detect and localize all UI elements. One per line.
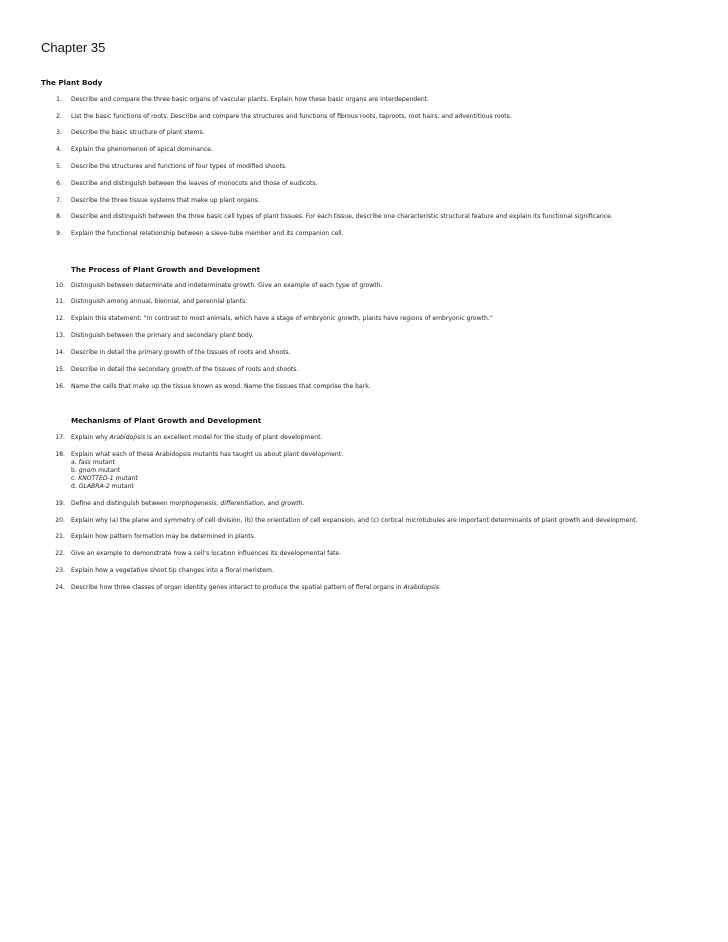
chapter-title: Chapter 35	[41, 40, 106, 55]
item-number: 18.	[55, 451, 65, 458]
item-text: Describe the structures and functions of four types of modified shoots.	[71, 163, 287, 170]
item-number: 15.	[55, 366, 65, 373]
item-number: 14.	[55, 349, 65, 356]
item-text: Describe the three tissue systems that make up plant organs.	[71, 197, 260, 204]
item-number: 3.	[56, 129, 62, 136]
item-number: 22.	[55, 550, 65, 557]
section-heading-growth-process: The Process of Plant Growth and Development	[71, 265, 261, 274]
item-text: Distinguish between the primary and secondary plant body.	[71, 332, 254, 339]
item-text: Describe and compare the three basic organs of vascular plants. Explain how these basic organs are interdependent.	[71, 96, 430, 103]
sub-item: b. gnom mutant	[71, 467, 121, 474]
item-text: Describe how three classes of organ identity genes interact to produce the spatial pattern of floral organs in Arabidopsis.	[71, 584, 441, 591]
item-text: Explain why (a) the plane and symmetry of cell division, (b) the orientation of cell expansion, and (c) cortical microtubules are important determinants of plant growth and development.	[71, 517, 638, 524]
item-text: Explain why Arabidopsis is an excellent model for the study of plant development.	[71, 434, 323, 441]
section-heading-mechanisms: Mechanisms of Plant Growth and Development	[71, 416, 262, 425]
item-text: Explain how pattern formation may be determined in plants.	[71, 533, 256, 540]
item-number: 24.	[55, 584, 65, 591]
item-text: Explain the functional relationship between a sieve-tube member and its companion cell.	[71, 230, 344, 237]
item-number: 20.	[55, 517, 65, 524]
item-number: 5.	[56, 163, 62, 170]
item-text: Explain what each of these Arabidopsis mutants has taught us about plant development: a. fass mutant b. gnom mutant c. KNOTTED-1 mutant d. GLABRA-2 mutant	[71, 451, 721, 491]
sub-item: a. fass mutant	[71, 459, 115, 466]
item-number: 6.	[56, 180, 62, 187]
item-number: 9.	[56, 230, 62, 237]
item-number: 8.	[56, 213, 62, 220]
section-heading-plant-body: The Plant Body	[41, 78, 103, 87]
item-number: 10.	[55, 282, 65, 289]
item-text: Distinguish among annual, biennial, and perennial plants.	[71, 298, 248, 305]
item-text: Name the cells that make up the tissue known as wood. Name the tissues that comprise the bark.	[71, 383, 371, 390]
item-number: 2.	[56, 113, 62, 120]
item-number: 4.	[56, 146, 62, 153]
item-number: 19.	[55, 500, 65, 507]
item-number: 16.	[55, 383, 65, 390]
item-text: Define and distinguish between morphogenesis, differentiation, and growth.	[71, 500, 305, 507]
item-number: 1.	[56, 96, 62, 103]
item-text: Explain this statement: “In contrast to most animals, which have a stage of embryonic growth, plants have regions of embryonic growth.”	[71, 315, 493, 322]
item-number: 13.	[55, 332, 65, 339]
item-number: 12.	[55, 315, 65, 322]
sub-item: d. GLABRA-2 mutant	[71, 483, 134, 490]
item-text: Describe and distinguish between the three basic cell types of plant tissues. For each tissue, describe one characteristic structural feature and explain its functional significance.	[71, 213, 613, 220]
item-text: List the basic functions of roots. Describe and compare the structures and functions of fibrous roots, taproots, root hairs, and adventitious roots.	[71, 113, 512, 120]
item-number: 21.	[55, 533, 65, 540]
item-text: Give an example to demonstrate how a cell’s location influences its developmental fate.	[71, 550, 342, 557]
item-number: 17.	[55, 434, 65, 441]
item-text: Explain how a vegetative shoot tip changes into a floral meristem.	[71, 567, 274, 574]
item-text: Distinguish between determinate and indeterminate growth. Give an example of each type of growth.	[71, 282, 383, 289]
item-text: Describe in detail the primary growth of the tissues of roots and shoots.	[71, 349, 291, 356]
sub-item: c. KNOTTED-1 mutant	[71, 475, 138, 482]
item-text: Explain the phenomenon of apical dominance.	[71, 146, 213, 153]
item-number: 23.	[55, 567, 65, 574]
item-text: Describe in detail the secondary growth of the tissues of roots and shoots.	[71, 366, 299, 373]
item-text: Describe and distinguish between the leaves of monocots and those of eudicots.	[71, 180, 318, 187]
item-number: 7.	[56, 197, 62, 204]
item-number: 11.	[55, 298, 65, 305]
item-text: Describe the basic structure of plant stems.	[71, 129, 205, 136]
